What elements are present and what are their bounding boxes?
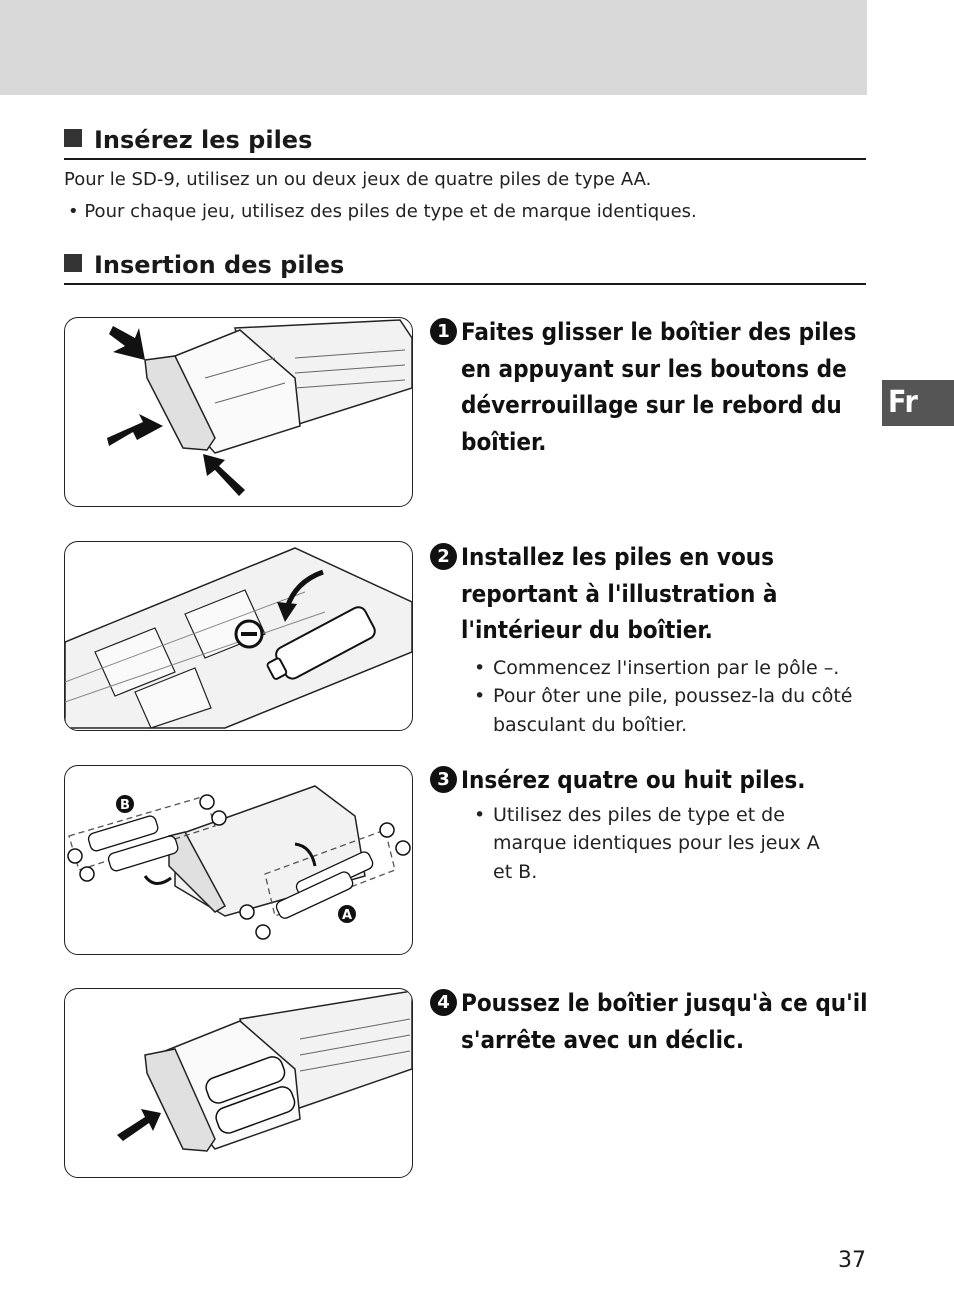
section-heading-inserez (64, 125, 866, 160)
step-bullets (430, 801, 840, 887)
step-3 (430, 762, 870, 886)
square-bullet-icon (64, 129, 82, 147)
step-title (430, 314, 870, 460)
step-number-icon: 4 (430, 989, 457, 1016)
step-title (430, 762, 870, 799)
language-tab[interactable]: Fr (882, 380, 954, 426)
header-band (0, 0, 867, 95)
step-number-icon: 2 (430, 543, 457, 570)
square-bullet-icon (64, 254, 82, 272)
figure-release-tray (64, 317, 413, 507)
step-title-text: Poussez le boîtier jusqu'à ce qu'il s'arrête avec un déclic. (461, 989, 868, 1054)
step-title-text: Faites glisser le boîtier des piles en appuyant sur les boutons de déverrouillage sur le rebord du boîtier. (461, 318, 857, 456)
step-number-icon: 3 (430, 766, 457, 793)
step-title (430, 539, 870, 649)
bullet-item: • Pour ôter une pile, poussez-la du côté basculant du boîtier. (430, 682, 870, 739)
intro-bullet: • Pour chaque jeu, utilisez des piles de type et de marque identiques. (68, 201, 697, 222)
figure-install-batteries (64, 541, 413, 731)
step-title (430, 985, 870, 1058)
step-title-text: Insérez quatre ou huit piles. (461, 766, 806, 794)
minus-icon (241, 632, 257, 636)
section-title: Insérez les piles (94, 126, 313, 154)
intro-text: Pour le SD-9, utilisez un ou deux jeux de quatre piles de type AA. (64, 169, 652, 190)
push-arrow-icon (117, 1109, 161, 1141)
bullet-item: • Utilisez des piles de type et de marque identiques pour les jeux A et B. (430, 801, 840, 887)
step-title-text: Installez les piles en vous reportant à l'illustration à l'intérieur du boîtier. (461, 543, 778, 644)
set-a-label: A (341, 908, 353, 923)
step-1 (430, 314, 870, 460)
step-4 (430, 985, 870, 1058)
bullet-item: • Commencez l'insertion par le pôle –. (430, 654, 870, 683)
figure-battery-sets (64, 765, 413, 955)
figure-push-tray (64, 988, 413, 1178)
step-number-icon: 1 (430, 318, 457, 345)
set-b-label: B (120, 798, 130, 813)
step-bullets (430, 654, 870, 740)
section-heading-insertion (64, 250, 866, 285)
page-number: 37 (838, 1248, 866, 1273)
step-2 (430, 539, 870, 739)
section-title: Insertion des piles (94, 251, 345, 279)
